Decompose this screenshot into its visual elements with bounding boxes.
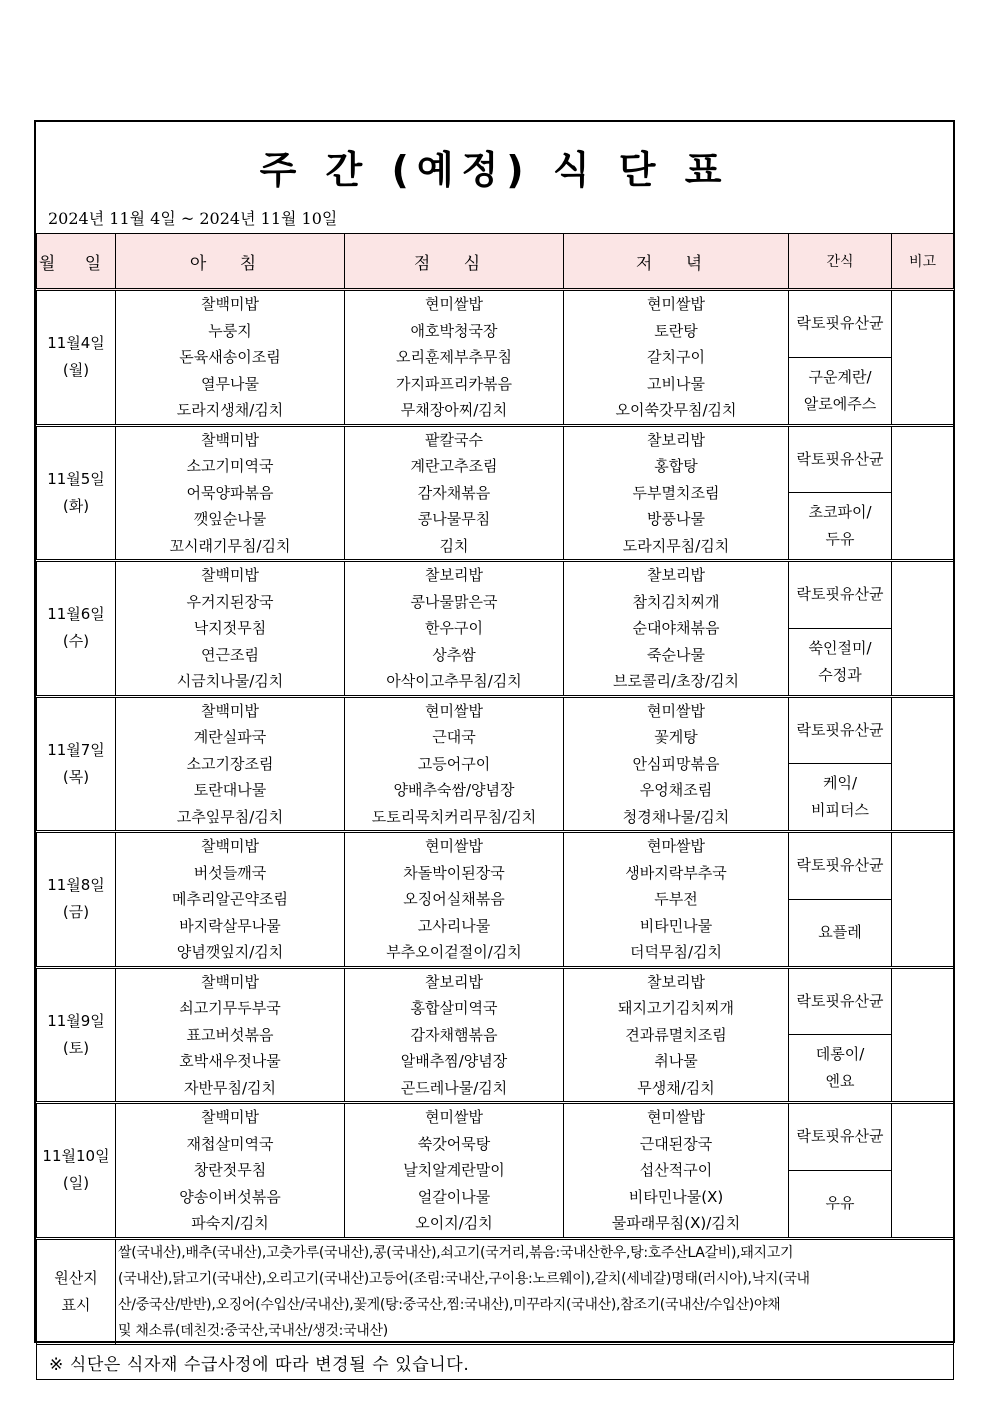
remarks-cell (892, 696, 954, 832)
menu-item: 두부전 (654, 890, 698, 908)
origin-label-line2: 표시 (61, 1295, 91, 1314)
menu-item: 찰백미밥 (201, 1108, 259, 1126)
menu-item: 현미쌀밥 (647, 1108, 705, 1126)
menu-item: 토란대나물 (193, 781, 267, 799)
menu-item: 생바지락부추국 (625, 863, 727, 882)
menu-item: 찰백미밥 (201, 566, 259, 584)
header-snack: 간식 (789, 234, 892, 290)
day-row (37, 561, 954, 629)
header-dinner: 저 녁 (564, 234, 789, 290)
menu-item: 무생채/김치 (637, 1078, 715, 1097)
snack-cell-1 (789, 425, 892, 493)
menu-item: 토란탕 (654, 321, 698, 340)
menu-item: 고등어구이 (417, 754, 491, 773)
date-label: 11월7일 (47, 740, 105, 759)
menu-item: 우거지된장국 (186, 592, 274, 611)
day-date (37, 967, 116, 1103)
menu-item: 연근조림 (201, 645, 259, 664)
menu-item: 무채장아찌/김치 (400, 401, 508, 419)
menu-item: 고비나물 (647, 374, 705, 393)
snack-cell-1 (789, 290, 892, 358)
menu-item: 현마쌀밥 (647, 837, 705, 855)
menu-item: 찰보리밥 (647, 566, 705, 584)
day-row (37, 832, 954, 900)
snack-item: 비피더스 (811, 801, 869, 820)
menu-item: 비타민나물 (639, 916, 713, 935)
menu-item: 도라지무침/김치 (622, 536, 730, 555)
menu-item: 양념깻잎지/김치 (176, 943, 284, 961)
lunch-cell (345, 425, 564, 561)
breakfast-cell (116, 290, 345, 426)
menu-item: 찰보리밥 (425, 566, 483, 584)
menu-item: 호박새우젓나물 (179, 1052, 281, 1070)
menu-item: 홍합탕 (654, 457, 698, 475)
snack-cell-1 (789, 696, 892, 764)
day-date (37, 1103, 116, 1239)
menu-item: 찰백미밥 (201, 295, 259, 313)
menu-item: 근대국 (432, 728, 476, 746)
menu-item: 꼬시래기무침/김치 (169, 536, 291, 555)
menu-item: 콩나물무침 (417, 510, 491, 528)
menu-item: 김치 (439, 536, 469, 555)
menu-item: 열무나물 (201, 374, 259, 393)
snack-item: 우유 (825, 1194, 855, 1213)
menu-item: 도라지생채/김치 (176, 401, 284, 419)
snack-item: 데롱이/ (815, 1045, 865, 1064)
menu-item: 어묵양파볶음 (186, 483, 274, 502)
header-lunch: 점 심 (345, 234, 564, 290)
date-label: 11월6일 (47, 605, 105, 624)
menu-item: 현미쌀밥 (647, 701, 705, 720)
menu-item: 곤드레나물/김치 (400, 1078, 508, 1097)
day-date (37, 425, 116, 561)
snack-cell-2 (789, 764, 892, 832)
menu-item: 파숙지/김치 (191, 1214, 269, 1232)
menu-item: 두부멸치조림 (632, 483, 720, 502)
menu-item: 계란실파국 (193, 728, 267, 746)
menu-item: 쑥갓어묵탕 (417, 1134, 491, 1153)
menu-item: 참치김치찌개 (632, 592, 720, 611)
menu-item: 한우구이 (425, 619, 483, 637)
remarks-cell (892, 425, 954, 561)
menu-item: 누룽지 (208, 321, 252, 340)
menu-item: 섭산적구이 (639, 1161, 713, 1179)
snack-cell-2 (789, 899, 892, 967)
menu-item: 상추쌈 (432, 645, 476, 664)
day-date (37, 290, 116, 426)
date-label: 11월5일 (47, 469, 105, 488)
menu-item: 홍합살미역국 (410, 999, 498, 1017)
date-label: 11월8일 (47, 876, 105, 895)
snack-item: 엔요 (825, 1072, 855, 1091)
breakfast-cell (116, 425, 345, 561)
weekday-label: (수) (62, 632, 90, 651)
day-row (37, 1103, 954, 1171)
day-row (37, 696, 954, 764)
menu-item: 방풍나물 (647, 510, 705, 528)
day-date (37, 696, 116, 832)
header-row (37, 234, 954, 290)
menu-item: 계란고추조림 (410, 457, 498, 475)
remarks-cell (892, 832, 954, 968)
snack-cell-1 (789, 1103, 892, 1171)
menu-item: 죽순나물 (647, 645, 705, 664)
menu-item: 쇠고기무두부국 (179, 999, 281, 1017)
menu-item: 꽃게탕 (654, 728, 698, 746)
day-row (37, 425, 954, 493)
snack-item: 구운계란/ (808, 367, 872, 386)
snack-cell-2 (789, 493, 892, 561)
snack-item: 락토핏유산균 (796, 585, 884, 604)
menu-item: 자반무침/김치 (184, 1078, 276, 1097)
menu-item: 바지락살무나물 (179, 916, 281, 935)
menu-item: 찰보리밥 (425, 972, 483, 991)
menu-item: 오징어실채볶음 (403, 890, 505, 908)
menu-item: 양배추숙쌈/양념장 (393, 781, 515, 799)
dinner-cell (564, 425, 789, 561)
menu-item: 날치알계란말이 (403, 1161, 505, 1179)
menu-item: 시금치나물/김치 (176, 672, 284, 690)
header-date: 월 일 (37, 234, 116, 290)
menu-item: 찰백미밥 (201, 701, 259, 720)
menu-item: 근대된장국 (639, 1134, 713, 1153)
menu-item: 창란젓무침 (193, 1161, 267, 1179)
snack-cell-1 (789, 832, 892, 900)
origin-label (37, 1238, 116, 1345)
header-breakfast: 아 침 (116, 234, 345, 290)
menu-item: 오이쑥갓무침/김치 (615, 401, 737, 419)
date-label: 11월9일 (47, 1011, 105, 1030)
menu-item: 돼지고기김치찌개 (618, 999, 734, 1017)
date-label: 11월10일 (42, 1147, 110, 1166)
lunch-cell (345, 290, 564, 426)
dinner-cell (564, 561, 789, 697)
menu-item: 취나물 (654, 1052, 698, 1070)
menu-sheet (34, 120, 955, 1375)
snack-cell-2 (789, 1035, 892, 1103)
remarks-cell (892, 1103, 954, 1239)
snack-item: 락토핏유산균 (796, 1127, 884, 1146)
remarks-cell (892, 967, 954, 1103)
dinner-cell (564, 832, 789, 968)
snack-item: 락토핏유산균 (796, 314, 884, 333)
menu-item: 찰백미밥 (201, 972, 259, 991)
snack-item: 두유 (825, 530, 855, 549)
origin-line: 산/중국산/반반),오징어(수입산/국내산),꽃게(탕:중국산,찜:국내산),미꾸라지(국내산),참조기(국내산/수입산)야채 (118, 1296, 781, 1313)
remarks-cell (892, 290, 954, 426)
snack-item: 초코파이/ (808, 503, 872, 522)
menu-item: 애호박청국장 (410, 321, 498, 340)
snack-cell-1 (789, 967, 892, 1035)
snack-item: 쑥인절미/ (808, 638, 872, 657)
weekday-label: (목) (62, 767, 90, 786)
day-date (37, 832, 116, 968)
dinner-cell (564, 290, 789, 426)
menu-item: 소고기미역국 (186, 457, 274, 475)
day-row (37, 290, 954, 358)
origin-line: 쌀(국내산),배추(국내산),고춧가루(국내산),콩(국내산),쇠고기(국거리,볶음:국내산한우,탕:호주산LA갈비),돼지고기 (118, 1244, 794, 1261)
breakfast-cell (116, 967, 345, 1103)
menu-item: 콩나물맑은국 (410, 592, 498, 611)
menu-item: 순대야채볶음 (632, 619, 720, 637)
menu-item: 낙지젓무침 (193, 619, 267, 637)
breakfast-cell (116, 561, 345, 697)
menu-item: 얼갈이나물 (417, 1187, 491, 1206)
lunch-cell (345, 561, 564, 697)
lunch-cell (345, 696, 564, 832)
menu-item: 현미쌀밥 (425, 837, 483, 855)
page-title: 주 간 (예정) 식 단 표 (259, 148, 730, 192)
menu-item: 팥칼국수 (425, 430, 483, 449)
snack-item: 락토핏유산균 (796, 856, 884, 875)
origin-row (37, 1238, 954, 1345)
menu-item: 아삭이고추무침/김치 (386, 672, 522, 690)
snack-item: 요플레 (818, 923, 862, 942)
dinner-cell (564, 1103, 789, 1239)
header-remarks: 비고 (892, 234, 954, 290)
weekday-label: (일) (62, 1174, 90, 1193)
menu-item: 찰백미밥 (201, 430, 259, 449)
day-row (37, 967, 954, 1035)
menu-item: 청경채나물/김치 (622, 807, 730, 826)
lunch-cell (345, 1103, 564, 1239)
menu-item: 깻잎순나물 (193, 510, 267, 528)
menu-item: 재첩살미역국 (186, 1134, 274, 1153)
weekday-label: (월) (62, 361, 90, 380)
menu-item: 도토리묵치커리무침/김치 (371, 807, 537, 826)
menu-item: 찰보리밥 (647, 430, 705, 449)
weekday-label: (토) (62, 1038, 90, 1057)
menu-item: 소고기장조림 (186, 754, 274, 773)
snack-item: 수정과 (818, 665, 862, 684)
snack-cell-2 (789, 628, 892, 696)
note-row (37, 1345, 954, 1380)
menu-item: 부추오이겉절이/김치 (386, 943, 522, 961)
menu-item: 오리훈제부추무침 (396, 348, 512, 366)
menu-item: 비타민나물(X) (628, 1187, 724, 1206)
menu-table (36, 233, 954, 1380)
menu-item: 견과류멸치조림 (625, 1025, 727, 1044)
menu-item: 고추잎무침/김치 (176, 807, 284, 826)
snack-item: 락토핏유산균 (796, 991, 884, 1010)
breakfast-cell (116, 1103, 345, 1239)
snack-item: 알로에주스 (803, 394, 877, 413)
menu-item: 현미쌀밥 (425, 701, 483, 720)
menu-item: 브로콜리/초장/김치 (612, 672, 740, 690)
menu-item: 돈육새송이조림 (179, 348, 281, 366)
menu-item: 고사리나물 (417, 916, 491, 935)
menu-item: 감자채햄볶음 (410, 1025, 498, 1044)
menu-item: 버섯들깨국 (193, 863, 267, 882)
menu-body (37, 290, 954, 1239)
lunch-cell (345, 832, 564, 968)
menu-period: 2024년 11월 4일 ~ 2024년 11월 10일 (48, 209, 338, 228)
snack-item: 락토핏유산균 (796, 449, 884, 468)
menu-item: 알배추찜/양념장 (400, 1052, 508, 1070)
weekday-label: (금) (62, 903, 90, 922)
menu-item: 현미쌀밥 (647, 295, 705, 313)
origin-line: (국내산),닭고기(국내산),오리고기(국내산)고등어(조림:국내산,구이용:노르웨이),갈치(세네갈)명태(러시아),낙지(국내 (118, 1270, 810, 1287)
menu-item: 메추리알곤약조림 (172, 890, 288, 908)
menu-item: 물파래무침(X)/김치 (611, 1214, 741, 1232)
dinner-cell (564, 696, 789, 832)
menu-item: 찰보리밥 (647, 972, 705, 991)
menu-item: 안심피망볶음 (632, 754, 720, 773)
origin-text (116, 1238, 954, 1345)
snack-item: 락토핏유산균 (796, 720, 884, 739)
dinner-cell (564, 967, 789, 1103)
menu-item: 표고버섯볶음 (186, 1025, 274, 1044)
menu-item: 현미쌀밥 (425, 1108, 483, 1126)
date-label: 11월4일 (47, 334, 105, 353)
snack-cell-2 (789, 1170, 892, 1238)
breakfast-cell (116, 832, 345, 968)
origin-line: 및 채소류(데친것:중국산,국내산/생것:국내산) (118, 1323, 388, 1340)
menu-item: 현미쌀밥 (425, 295, 483, 313)
menu-item: 찰백미밥 (201, 837, 259, 855)
snack-item: 케익/ (822, 774, 858, 793)
day-date (37, 561, 116, 697)
menu-item: 오이지/김치 (415, 1214, 493, 1232)
menu-item: 양송이버섯볶음 (179, 1187, 281, 1206)
snack-cell-2 (789, 357, 892, 425)
origin-label-line1: 원산지 (54, 1268, 98, 1287)
menu-change-note: ※ 식단은 식자재 수급사정에 따라 변경될 수 있습니다. (37, 1345, 954, 1380)
breakfast-cell (116, 696, 345, 832)
menu-item: 갈치구이 (647, 348, 705, 366)
menu-item: 더덕무침/김치 (630, 943, 722, 961)
remarks-cell (892, 561, 954, 697)
menu-item: 가지파프리카볶음 (396, 374, 512, 393)
menu-item: 차돌박이된장국 (403, 863, 505, 882)
menu-item: 감자채볶음 (417, 483, 491, 502)
menu-item: 우엉채조림 (639, 781, 713, 799)
weekday-label: (화) (62, 496, 90, 515)
snack-cell-1 (789, 561, 892, 629)
lunch-cell (345, 967, 564, 1103)
